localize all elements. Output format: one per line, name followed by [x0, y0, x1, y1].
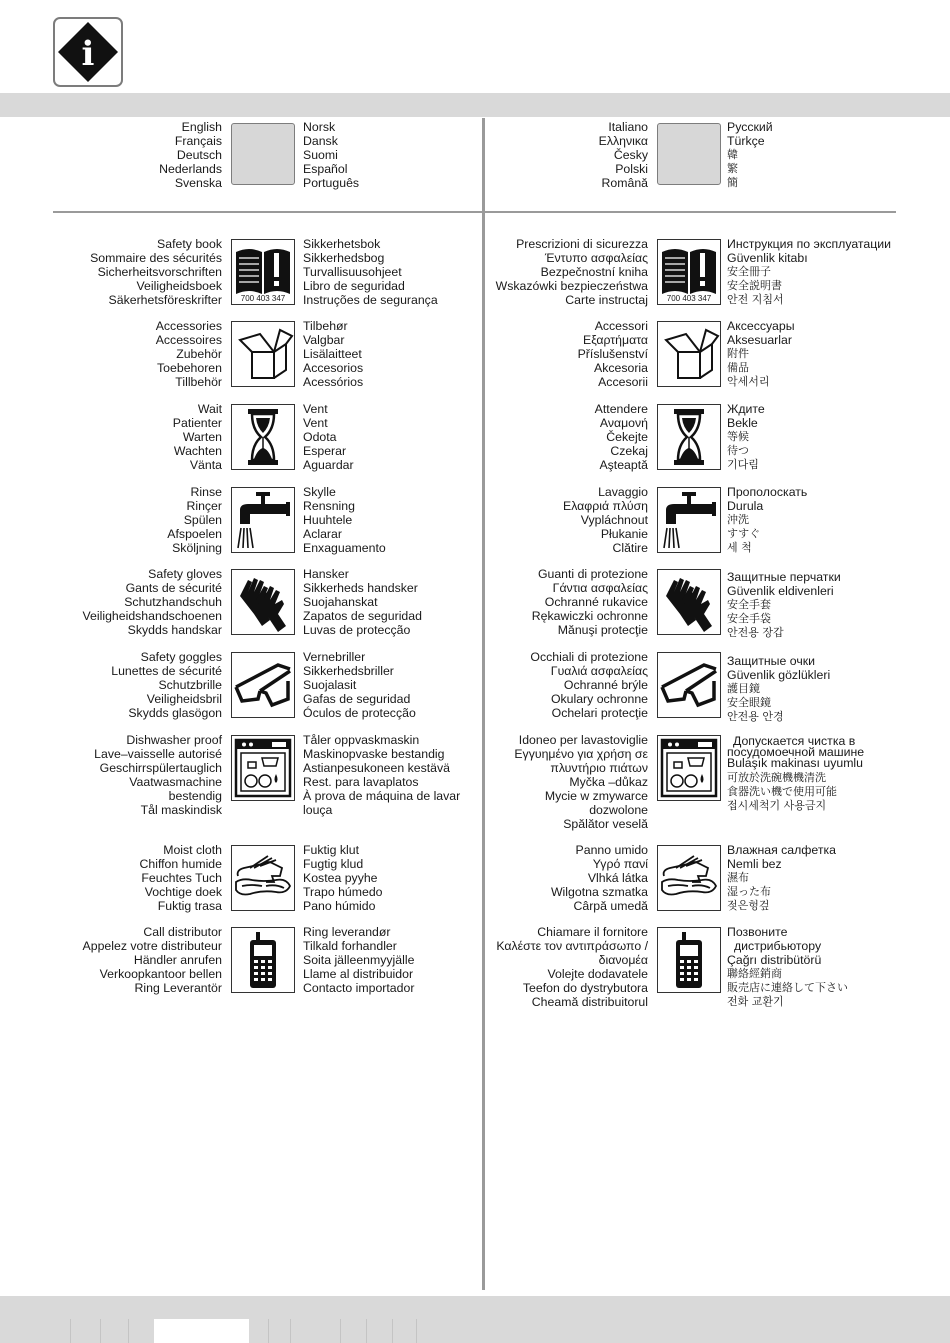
section-wait-left: Wait Patienter Warten Wachten Vänta — [172, 402, 222, 472]
section-goggles-left: Safety goggles Lunettes de sécurité Schutzbrille Veiligheidsbril Skydds glasögon — [111, 650, 222, 720]
section-call-distributor-right: Chiamare il fornitore Καλέστε τον αντιπράσωπο / διανομέα Volejte dodavatele Teefon do dystrybutora Cheamă distribuitorul — [496, 925, 648, 1009]
faucet-icon — [231, 487, 295, 553]
section-gloves-right-right: Защитные перчатки Güvenlik eldivenleri 安全手套 安全手袋 안전용 장갑 — [727, 570, 841, 639]
gloves-icon — [657, 569, 721, 635]
section-rinse-right-right: Прополоскать Durula 沖洗 すすぐ 세 척 — [727, 485, 808, 554]
language-box-left — [231, 123, 295, 185]
top-band — [0, 93, 950, 117]
mobile-phone-icon — [231, 927, 295, 993]
accessories-box-icon — [231, 321, 295, 387]
section-gloves-left-right: Hansker Sikkerheds handsker Suojahanskat Zapatos de seguridad Luvas de protecção — [303, 567, 422, 637]
section-wait-right-right: Ждите Bekle 等候 待つ 기다림 — [727, 402, 765, 471]
section-moist-cloth-left-right: Fuktig klut Fugtig klud Kostea pyyhe Trapo húmedo Pano húmido — [303, 843, 383, 913]
center-divider — [482, 118, 485, 1290]
section-call-distributor-left: Call distributor Appelez votre distributeur Händler anrufen Verkoopkantoor bellen Ring Leverantör — [82, 925, 222, 995]
section-goggles-right: Occhiali di protezione Γυαλιά ασφαλείας Ochranné brýle Okulary ochronne Ochelari protecţie — [530, 650, 648, 720]
moist-cloth-icon — [231, 845, 295, 911]
goggles-icon — [657, 652, 721, 718]
language-list-right-right: Русский Türkçe 韓 繁 簡 — [727, 120, 773, 189]
section-accessories-left-right: Tilbehør Valgbar Lisälaitteet Accesorios Acessórios — [303, 319, 364, 389]
hourglass-icon — [657, 404, 721, 470]
section-dishwasher-right: Idoneo per lavastoviglie Εγγυημένο για χρήση σε πλυντήριο πιάτων Myčka –důkaz Mycie w zmywarce dozwolone Spălător veselă — [514, 733, 648, 831]
section-gloves-right: Guanti di protezione Γάντια ασφαλείας Ochranné rukavice Rękawiczki ochronne Mănuşi protecţie — [531, 567, 648, 637]
hourglass-icon — [231, 404, 295, 470]
section-safety-book-right: Prescrizioni di sicurezza Έντυπο ασφαλείας Bezpečnostní kniha Wskazówki bezpieczeństwa Carte instructaj — [495, 237, 648, 307]
section-accessories-left: Accessories Accessoires Zubehör Toebehoren Tillbehör — [155, 319, 222, 389]
moist-cloth-icon — [657, 845, 721, 911]
section-rinse-left: Rinse Rinçer Spülen Afspoelen Sköljning — [167, 485, 222, 555]
language-list-left: English Français Deutsch Nederlands Svenska — [159, 120, 222, 190]
dishwasher-icon — [231, 735, 295, 801]
section-rinse-left-right: Skylle Rensning Huuhtele Aclarar Enxaguamento — [303, 485, 386, 555]
section-gloves-left: Safety gloves Gants de sécurité Schutzhandschuh Veiligheidshandschoenen Skydds handskar — [82, 567, 222, 637]
section-wait-left-right: Vent Vent Odota Esperar Aguardar — [303, 402, 354, 472]
safety-book-icon: 700 403 347 — [657, 239, 721, 305]
section-dishwasher-right-right: Допускается чистка в посудомоечной машине Bulaşık makinası uyumlu 可放於洗碗機機清洗 食器洗い機で使用可能 접시세척기 사용금지 — [727, 734, 865, 812]
section-wait-right: Attendere Αναμονή Čekejte Czekaj Aşteaptă — [594, 402, 648, 472]
language-list-right: Italiano Ελληνικα Česky Polski Română — [598, 120, 648, 190]
section-accessories-right-right: Аксессуары Aksesuarlar 附件 備品 악세서리 — [727, 319, 795, 388]
dishwasher-icon — [657, 735, 721, 801]
section-dishwasher-left: Dishwasher proof Lave–vaisselle autorisé Geschirrspülertauglich Vaatwasmachine bestendig Tål maskindisk — [94, 733, 222, 817]
language-divider — [53, 211, 896, 213]
bottom-band — [0, 1296, 950, 1343]
section-safety-book-right-right: Инструкция по эксплуатации Güvenlik kitabı 安全冊子 安全説明書 안전 지침서 — [727, 237, 892, 306]
section-moist-cloth-left: Moist cloth Chiffon humide Feuchtes Tuch Vochtige doek Fuktig trasa — [139, 843, 222, 913]
svg-text:i: i — [81, 34, 95, 74]
section-accessories-right: Accessori Εξαρτήματα Příslušenství Akcesoria Accesorii — [577, 319, 648, 389]
section-call-distributor-left-right: Ring leverandør Tilkald forhandler Soita jälleenmyyjälle Llame al distribuidor Contacto importador — [303, 925, 415, 995]
section-goggles-right-right: Защитные очки Güvenlik gözlükleri 護目鏡 安全眼鏡 안전용 안경 — [727, 654, 831, 723]
section-rinse-right: Lavaggio Ελαφριά πλύση Vypláchnout Płukanie Clătire — [563, 485, 648, 555]
safety-book-icon: 700 403 347 — [231, 239, 295, 305]
section-moist-cloth-right: Panno umido Υγρό πανί Vlhká látka Wilgotna szmatka Cârpă umedă — [550, 843, 648, 913]
faucet-icon — [657, 487, 721, 553]
info-badge — [53, 17, 123, 87]
section-dishwasher-left-right: Tåler oppvaskmaskin Maskinopvaske bestandig Astianpesukoneen kestävä Rest. para lavaplatos À prova de máquina de lavar louça — [303, 733, 461, 817]
accessories-box-icon — [657, 321, 721, 387]
language-list-left-right: Norsk Dansk Suomi Español Português — [303, 120, 360, 190]
gloves-icon — [231, 569, 295, 635]
section-call-distributor-right-right: Позвоните дистрибьютору Çağrı distribütörü 聯絡經銷商 販売店に連絡して下さい 전화 교환기 — [727, 925, 848, 1008]
mobile-phone-icon — [657, 927, 721, 993]
section-safety-book-left: Safety book Sommaire des sécurités Sicherheitsvorschriften Veiligheidsboek Säkerhetsföreskrifter — [90, 237, 222, 307]
section-safety-book-left-right: Sikkerhetsbok Sikkerhedsbog Turvallisuusohjeet Libro de seguridad Instruções de segurança — [303, 237, 438, 307]
info-icon — [55, 19, 121, 85]
goggles-icon — [231, 652, 295, 718]
section-goggles-left-right: Vernebriller Sikkerhedsbriller Suojalasit Gafas de seguridad Óculos de protecção — [303, 650, 416, 720]
language-box-right — [657, 123, 721, 185]
section-moist-cloth-right-right: Влажная салфетка Nemli bez 濕布 湿った布 젖은헝겊 — [727, 843, 836, 912]
